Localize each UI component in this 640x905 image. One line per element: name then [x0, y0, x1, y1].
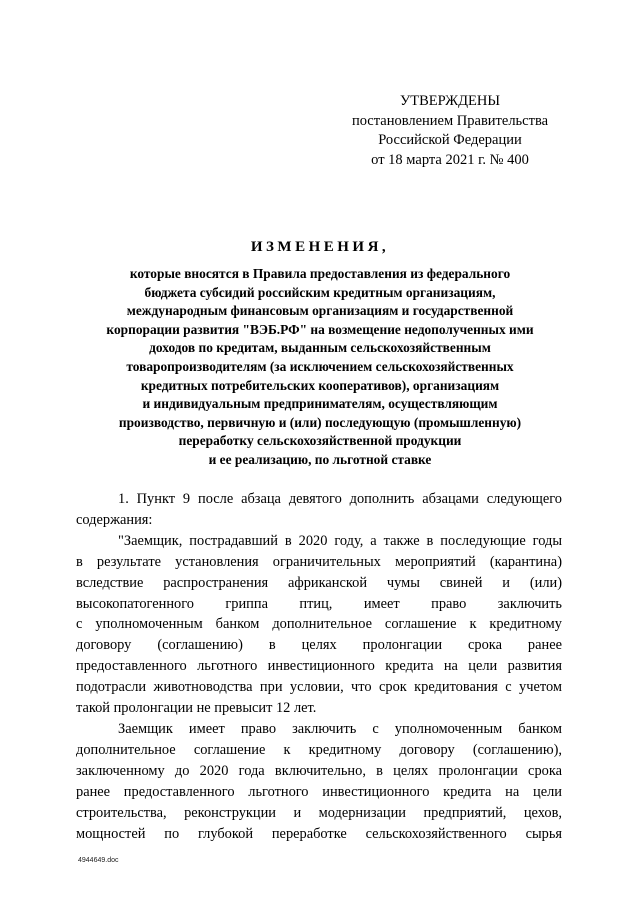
paragraph-line: такой пролонгации не превысит 12 лет.	[76, 700, 317, 717]
approval-line: Российской Федерации	[378, 132, 522, 148]
paragraph-line: в результате установления ограничительных мероприятий (карантина)	[76, 553, 562, 570]
paragraph-line: дополнительное соглашение к кредитному договору (соглашению),	[76, 741, 562, 758]
paragraph-line: ранее предоставленного льготного инвестиционного кредита на цели	[76, 783, 562, 800]
paragraph-line: заключенному до 2020 года включительно, в целях пролонгации срока	[76, 762, 562, 779]
paragraph-line: вследствие распространения африканской чумы свиней и (или)	[76, 574, 562, 591]
subtitle-line: доходов по кредитам, выданным сельскохозяйственным	[149, 340, 491, 356]
paragraph-line: 1. Пункт 9 после абзаца девятого дополнить абзацами следующего	[118, 491, 562, 507]
document-subtitle	[60, 265, 580, 470]
paragraph-line: предоставленного льготного инвестиционного кредита на цели развития	[76, 658, 562, 675]
subtitle-line: международным финансовым организациям и государственной	[126, 303, 514, 319]
document-body	[76, 489, 562, 844]
paragraph-line: договору (соглашению) в целях пролонгации срока ранее	[76, 637, 562, 654]
approval-heading: УТВЕРЖДЕНЫ	[399, 93, 501, 109]
paragraph-line: Заемщик имеет право заключить с уполномоченным банком	[118, 720, 562, 737]
paragraph-line: мощностей по глубокой переработке сельскохозяйственного сырья	[76, 825, 562, 842]
paragraph-line: высокопатогенного гриппа птиц, имеет право заключить	[76, 595, 562, 612]
approval-line: постановлением Правительства	[351, 112, 549, 129]
subtitle-line: кредитных потребительских кооперативов), организациям	[140, 377, 500, 393]
subtitle-line: переработку сельскохозяйственной продукции	[178, 433, 462, 449]
paragraph-line: содержания:	[76, 511, 153, 528]
subtitle-line: и ее реализацию, по льготной ставке	[208, 451, 432, 467]
paragraph-line: "Заемщик, пострадавший в 2020 году, а также в последующие годы	[118, 532, 562, 549]
approval-block	[340, 92, 560, 170]
document-title: ИЗМЕНЕНИЯ,	[250, 239, 390, 255]
paragraph-line: подотрасли животноводства при условии, что срок кредитования с учетом	[76, 679, 562, 696]
subtitle-line: и индивидуальным предпринимателям, осуществляющим	[142, 396, 498, 412]
subtitle-line: бюджета субсидий российским кредитным организациям,	[144, 284, 496, 300]
subtitle-line: товаропроизводителям (за исключением сельскохозяйственных	[126, 358, 514, 374]
subtitle-line: корпорации развития "ВЭБ.РФ" на возмещение недополученных ими	[106, 321, 534, 337]
subtitle-line: производство, первичную и (или) последующую (промышленную)	[118, 414, 522, 430]
subtitle-line: которые вносятся в Правила предоставления из федерального	[129, 266, 511, 281]
document-filename: 4944649.doc	[78, 857, 119, 864]
approval-date-line: от 18 марта 2021 г. № 400	[371, 151, 529, 168]
paragraph-line: с уполномоченным банком дополнительное соглашение к кредитному	[76, 616, 562, 633]
paragraph-line: строительства, реконструкции и модернизации предприятий, цехов,	[76, 804, 562, 821]
